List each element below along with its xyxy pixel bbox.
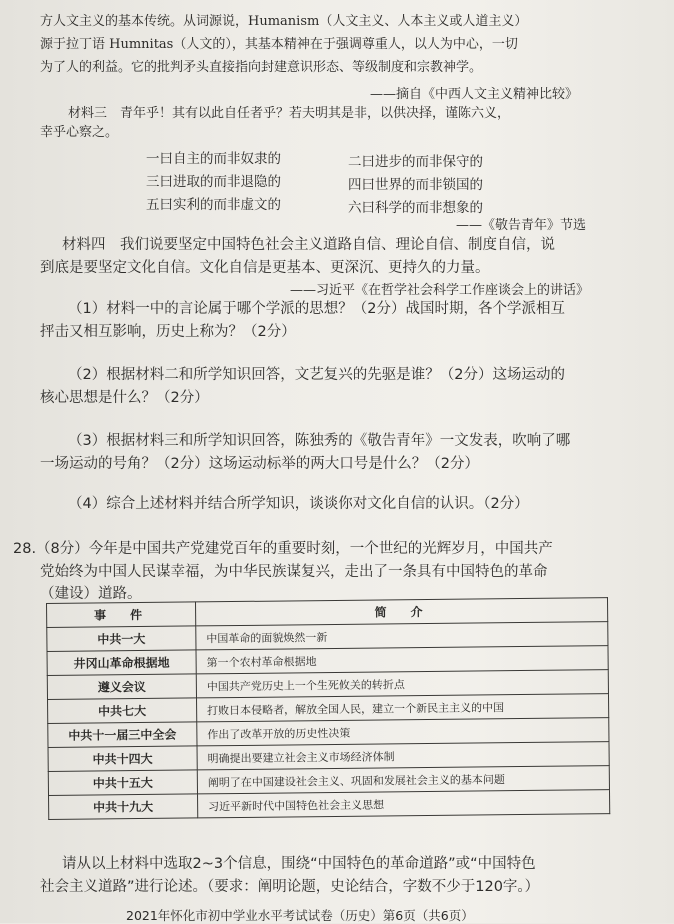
principle-item: 四曰世界的而非锁国的 [348, 177, 483, 193]
event-cell: 中共七大 [48, 698, 197, 724]
q28-line: 党始终为中国人民谋幸福，为中华民族谋复兴，走出了一条具有中国特色的革命 [40, 564, 548, 580]
source-citation: ——摘自《中西人文主义精神比较》 [370, 87, 579, 102]
desc-cell: 习近平新时代中国特色社会主义思想 [198, 790, 610, 818]
source-citation: ——《敬告青年》节选 [456, 218, 587, 233]
question-line: 抨击又相互影响，历史上称为？（2分） [40, 324, 296, 340]
question-line: 一场运动的号角？（2分）这场运动标举的两大口号是什么？（2分） [40, 456, 479, 472]
material-3-line: 幸乎心察之。 [40, 125, 119, 140]
desc-cell: 中国共产党历史上一个生死攸关的转折点 [196, 670, 608, 698]
desc-cell: 明确提出要建立社会主义市场经济体制 [197, 742, 609, 770]
question-line: （1）材料一中的言论属于哪个学派的思想？（2分）战国时期，各个学派相互 [68, 301, 565, 317]
question-line: （2）根据材料二和所学知识回答，文艺复兴的先驱是谁？（2分）这场运动的 [68, 367, 565, 383]
table-row [49, 790, 610, 820]
instruction-line: 请从以上材料中选取2~3个信息，围绕“中国特色的革命道路”或“中国特色 [62, 856, 536, 872]
event-cell: 遵义会议 [47, 674, 196, 700]
question-line: （3）根据材料三和所学知识回答，陈独秀的《敬告青年》一文发表，吹响了哪 [68, 433, 571, 449]
desc-cell: 第一个农村革命根据地 [196, 646, 608, 674]
source-citation: ——习近平《在哲学社会科学工作座谈会上的讲话》 [290, 283, 590, 298]
event-cell: 中共十一届三中全会 [48, 722, 197, 748]
material-4-line: 材料四 我们说要坚定中国特色社会主义道路自信、理论自信、制度自信，说 [62, 237, 555, 253]
instruction-line: 社会主义道路”进行论述。（要求：阐明论题，史论结合，字数不少于120字。） [40, 879, 540, 895]
desc-cell: 阐明了在中国建设社会主义、巩固和发展社会主义的基本问题 [197, 766, 609, 794]
principle-item: 六曰科学的而非想象的 [348, 200, 483, 216]
text-line: 源于拉丁语 Humnitas（人文的），其基本精神在于强调尊重人，以人为中心，一切 [40, 37, 518, 52]
header-event: 事 件 [47, 602, 196, 628]
desc-cell: 中国革命的面貌焕然一新 [196, 622, 608, 650]
desc-cell: 打败日本侵略者，解放全国人民，建立一个新民主主义的中国 [197, 694, 609, 722]
principle-item: 三曰进取的而非退隐的 [146, 174, 281, 190]
material-4-line: 到底是要坚定文化自信。文化自信是更基本、更深沉、更持久的力量。 [40, 260, 490, 276]
question-line: （4）综合上述材料并结合所学知识，谈谈你对文化自信的认识。（2分） [68, 496, 529, 512]
principle-item: 一曰自主的而非奴隶的 [146, 151, 281, 167]
event-cell: 中共十五大 [48, 770, 197, 796]
material-3-line: 材料三 青年乎！其有以此自任者乎？若夫明其是非，以供决择，谨陈六义， [68, 106, 511, 121]
text-line: 方人文主义的基本传统。从词源说，Humanism（人文主义、人本主义或人道主义） [40, 14, 528, 29]
q28-line: 28.（8分）今年是中国共产党建党百年的重要时刻，一个世纪的光辉岁月，中国共产 [13, 541, 553, 557]
principle-item: 五曰实利的而非虚文的 [146, 197, 281, 213]
text-line: 为了人的利益。它的批判矛头直接指向封建意识形态、等级制度和宗教神学。 [40, 60, 483, 75]
event-cell: 中共十四大 [48, 746, 197, 772]
header-desc: 简 介 [195, 598, 607, 626]
question-line: 核心思想是什么？（2分） [40, 390, 209, 406]
q28-line: （建设）道路。 [40, 586, 142, 602]
event-cell: 中共十九大 [49, 794, 198, 820]
desc-cell: 作出了改革开放的历史性决策 [197, 718, 609, 746]
party-events-table [46, 597, 610, 820]
event-cell: 中共一大 [47, 626, 196, 652]
event-cell: 井冈山革命根据地 [47, 650, 196, 676]
principle-item: 二曰进步的而非保守的 [348, 154, 483, 170]
page-footer: 2021年怀化市初中学业水平考试试卷（历史）第6页（共6页） [126, 908, 474, 923]
